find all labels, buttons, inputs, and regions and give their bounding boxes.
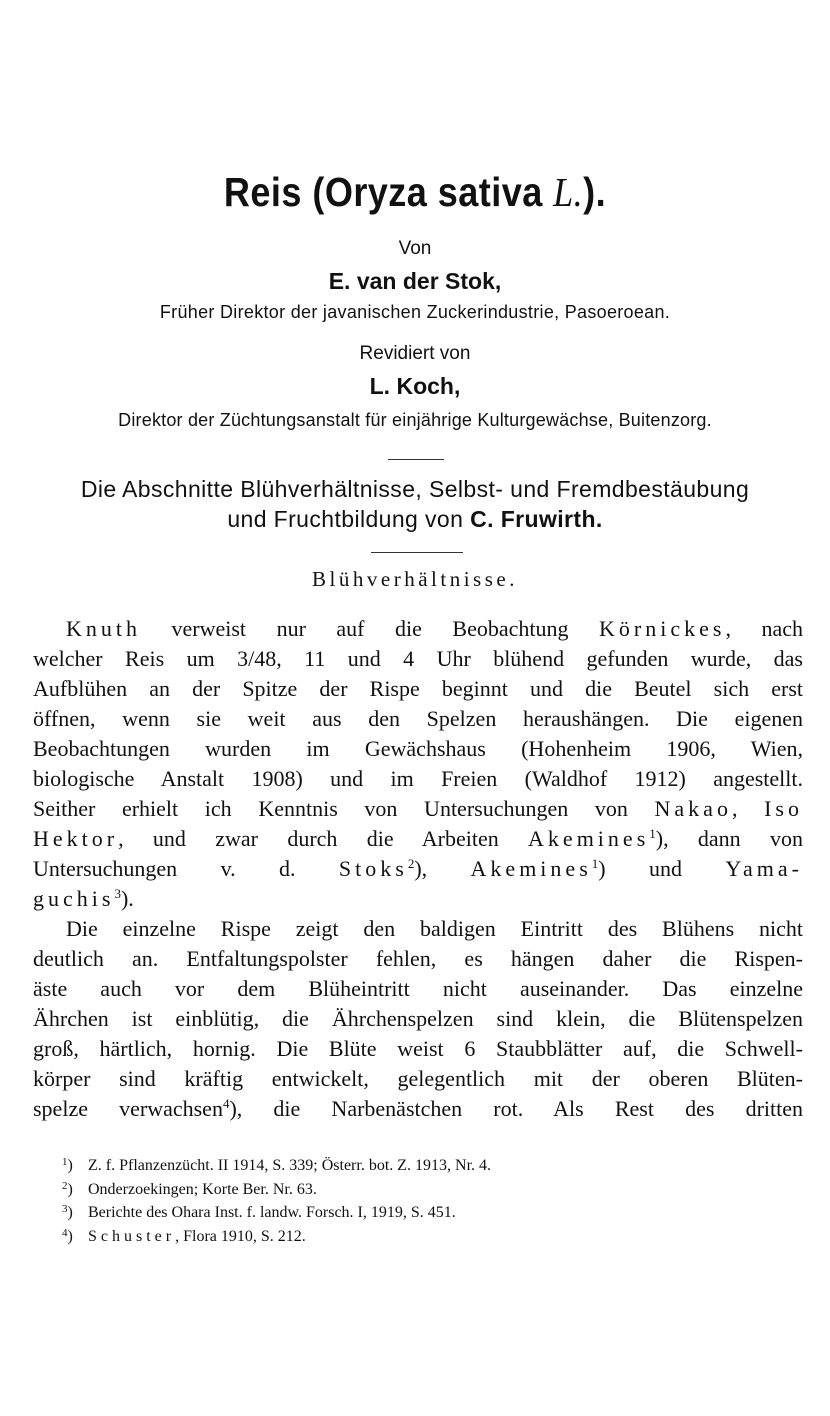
footnote: $^4$) Schuster, Flora 1910, S. 212.: [62, 1226, 306, 1245]
footnote: $^3$) Berichte des Ohara Inst. f. landw. Forsch. I, 1919, S. 451.: [62, 1203, 456, 1221]
text-line: biologische Anstalt 1908) und im Freien (Waldhof 1912) angestellt.: [33, 766, 803, 791]
text-line: spelze verwachsen$^4$), die Narbenästchen rot. Als Rest des dritten: [33, 1096, 803, 1121]
text-line: Aufblühen an der Spitze der Rispe beginnt und die Beutel sich erst: [33, 676, 803, 701]
author-affiliation: Früher Direktor der javanischen Zuckerindustrie, Pasoeroean.: [159, 302, 671, 322]
text-line: welcher Reis um 3/48, 11 und 4 Uhr blühend gefunden wurde, das: [33, 646, 803, 671]
footnote: $^1$) Z. f. Pflanzenzücht. II 1914, S. 339; Österr. bot. Z. 1913, Nr. 4.: [62, 1156, 492, 1174]
footnote-ref[interactable]: 4: [222, 1096, 230, 1111]
author-name: E. van der Stok,: [328, 268, 502, 294]
text-line: Hektor, und zwar durch die Arbeiten Akemines$^1$), dann von: [33, 826, 804, 851]
contributor-name: C. Fruwirth.: [470, 506, 603, 532]
byline-von: Von: [398, 238, 432, 259]
text-line: Beobachtungen wurden im Gewächshaus (Hohenheim 1906, Wien,: [33, 736, 803, 761]
text-line: Die einzelne Rispe zeigt den baldigen Eintritt des Blühens nicht: [66, 916, 803, 941]
footnote-ref[interactable]: 3: [114, 886, 121, 901]
body-text: [33, 614, 803, 1124]
sections-note: Die Abschnitte Blühverhältnisse, Selbst- und Fremdbestäubung und Fruchtbildung von C. Fruwirth.: [80, 476, 750, 532]
text-line: guchis$^3$).: [33, 886, 134, 911]
reviser-affiliation: Direktor der Züchtungsanstalt für einjährige Kulturgewächse, Buitenzorg.: [118, 410, 712, 430]
text-line: öffnen, wenn sie weit aus den Spelzen heraushängen. Die eigenen: [33, 706, 803, 731]
divider: [371, 552, 463, 553]
text-line: groß, härtlich, hornig. Die Blüte weist 6 Staubblätter auf, die Schwell-: [33, 1036, 803, 1061]
text-line: körper sind kräftig entwickelt, gelegentlich mit der oberen Blüten-: [33, 1066, 803, 1091]
time-fraction: 3/48: [237, 646, 277, 671]
article-title: Reis (Oryza sativa L.).: [223, 169, 607, 215]
footnote-ref[interactable]: 1: [649, 826, 656, 841]
footnote-ref[interactable]: 2: [407, 856, 415, 871]
text-line: äste auch vor dem Blüheintritt nicht auseinander. Das einzelne: [33, 976, 803, 1001]
section-heading: Blühverhältnisse.: [312, 567, 518, 591]
title-genus-abbrev: L.: [553, 169, 584, 215]
text-line: Knuth verweist nur auf die Beobachtung Körnickes, nach: [66, 616, 804, 641]
reviser-name: L. Koch,: [369, 373, 461, 399]
text-line: Ährchen ist einblütig, die Ährchenspelzen sind klein, die Blütenspelzen: [33, 1006, 803, 1031]
divider: [388, 459, 444, 460]
text-line: deutlich an. Entfaltungspolster fehlen, es hängen daher die Rispen-: [33, 946, 803, 971]
footnote: $^2$) Onderzoekingen; Korte Ber. Nr. 63.: [62, 1179, 317, 1198]
footnotes: [62, 1154, 762, 1248]
text-line: Untersuchungen v. d. Stoks$^2$), Akemines$^1$) und Yama-: [33, 856, 803, 881]
footnote-ref[interactable]: 1: [591, 856, 599, 871]
byline-revised: Revidiert von: [359, 343, 471, 364]
text-line: Seither erhielt ich Kenntnis von Untersuchungen von Nakao, Iso: [33, 796, 803, 821]
